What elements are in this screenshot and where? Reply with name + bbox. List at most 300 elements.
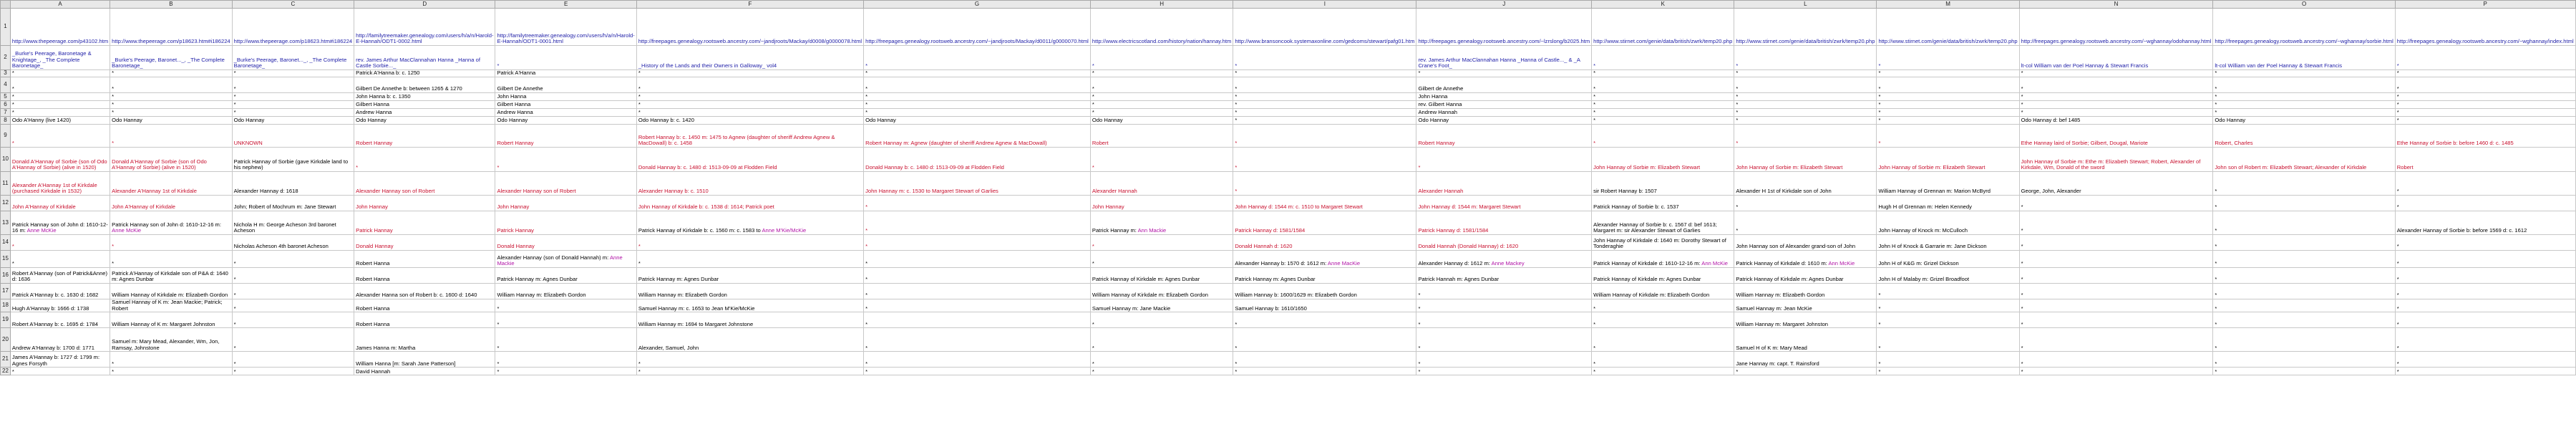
cell-o20[interactable] bbox=[2213, 328, 2395, 352]
cell-j9[interactable] bbox=[1416, 125, 1592, 148]
cell-o19[interactable] bbox=[2213, 312, 2395, 328]
cell-a7[interactable] bbox=[10, 109, 110, 117]
cell-n8[interactable] bbox=[2019, 117, 2213, 125]
cell-k4[interactable] bbox=[1592, 77, 1734, 93]
cell-a8[interactable] bbox=[10, 117, 110, 125]
cell-o22[interactable] bbox=[2213, 368, 2395, 375]
cell-a6[interactable] bbox=[10, 101, 110, 109]
cell-h17[interactable] bbox=[1090, 284, 1233, 299]
cell-b6[interactable] bbox=[110, 101, 233, 109]
cell-a20[interactable] bbox=[10, 328, 110, 352]
cell-l8[interactable] bbox=[1734, 117, 1877, 125]
cell-d1[interactable] bbox=[354, 9, 495, 46]
row-header[interactable]: 21 bbox=[1, 352, 11, 368]
column-header-m[interactable]: M bbox=[1877, 1, 2019, 9]
cell-o16[interactable] bbox=[2213, 268, 2395, 284]
cell-p5[interactable] bbox=[2395, 93, 2575, 101]
cell-l4[interactable] bbox=[1734, 77, 1877, 93]
cell-b2[interactable] bbox=[110, 46, 233, 70]
cell-a14[interactable] bbox=[10, 235, 110, 251]
cell-i9[interactable] bbox=[1233, 125, 1416, 148]
row-header[interactable]: 15 bbox=[1, 251, 11, 268]
cell-n10[interactable] bbox=[2019, 148, 2213, 172]
cell-c2[interactable] bbox=[232, 46, 354, 70]
cell-e14[interactable] bbox=[495, 235, 636, 251]
cell-f5[interactable] bbox=[636, 93, 863, 101]
cell-n17[interactable] bbox=[2019, 284, 2213, 299]
cell-h12[interactable] bbox=[1090, 196, 1233, 211]
cell-d15[interactable] bbox=[354, 251, 495, 268]
row-header[interactable]: 10 bbox=[1, 148, 11, 172]
cell-g6[interactable] bbox=[864, 101, 1091, 109]
cell-d14[interactable] bbox=[354, 235, 495, 251]
cell-i10[interactable] bbox=[1233, 148, 1416, 172]
column-header-p[interactable]: P bbox=[2395, 1, 2575, 9]
cell-l14[interactable] bbox=[1734, 235, 1877, 251]
cell-c10[interactable] bbox=[232, 148, 354, 172]
cell-h4[interactable] bbox=[1090, 77, 1233, 93]
cell-c17[interactable] bbox=[232, 284, 354, 299]
cell-n22[interactable] bbox=[2019, 368, 2213, 375]
cell-p11[interactable] bbox=[2395, 172, 2575, 196]
row-header[interactable]: 2 bbox=[1, 46, 11, 70]
cell-g13[interactable] bbox=[864, 211, 1091, 235]
cell-b21[interactable] bbox=[110, 352, 233, 368]
row-header[interactable]: 12 bbox=[1, 196, 11, 211]
cell-i2[interactable] bbox=[1233, 46, 1416, 70]
cell-h14[interactable] bbox=[1090, 235, 1233, 251]
cell-l2[interactable] bbox=[1734, 46, 1877, 70]
cell-b14[interactable] bbox=[110, 235, 233, 251]
cell-p10[interactable] bbox=[2395, 148, 2575, 172]
cell-m1[interactable] bbox=[1877, 9, 2019, 46]
cell-o17[interactable] bbox=[2213, 284, 2395, 299]
cell-h19[interactable] bbox=[1090, 312, 1233, 328]
cell-k20[interactable] bbox=[1592, 328, 1734, 352]
cell-j11[interactable] bbox=[1416, 172, 1592, 196]
cell-m3[interactable] bbox=[1877, 70, 2019, 77]
cell-j16[interactable] bbox=[1416, 268, 1592, 284]
cell-i15[interactable] bbox=[1233, 251, 1416, 268]
cell-h5[interactable] bbox=[1090, 93, 1233, 101]
cell-d22[interactable] bbox=[354, 368, 495, 375]
cell-f18[interactable] bbox=[636, 299, 863, 312]
cell-o2[interactable] bbox=[2213, 46, 2395, 70]
cell-c13[interactable] bbox=[232, 211, 354, 235]
cell-k19[interactable] bbox=[1592, 312, 1734, 328]
cell-m9[interactable] bbox=[1877, 125, 2019, 148]
cell-h16[interactable] bbox=[1090, 268, 1233, 284]
cell-l7[interactable] bbox=[1734, 109, 1877, 117]
cell-m7[interactable] bbox=[1877, 109, 2019, 117]
cell-g2[interactable] bbox=[864, 46, 1091, 70]
select-all-corner[interactable] bbox=[1, 1, 11, 9]
cell-b8[interactable] bbox=[110, 117, 233, 125]
cell-i20[interactable] bbox=[1233, 328, 1416, 352]
cell-h1[interactable] bbox=[1090, 9, 1233, 46]
cell-g18[interactable] bbox=[864, 299, 1091, 312]
cell-p18[interactable] bbox=[2395, 299, 2575, 312]
cell-a2[interactable] bbox=[10, 46, 110, 70]
cell-l15[interactable] bbox=[1734, 251, 1877, 268]
cell-p4[interactable] bbox=[2395, 77, 2575, 93]
cell-d21[interactable] bbox=[354, 352, 495, 368]
cell-i13[interactable] bbox=[1233, 211, 1416, 235]
cell-p14[interactable] bbox=[2395, 235, 2575, 251]
cell-p8[interactable] bbox=[2395, 117, 2575, 125]
cell-l16[interactable] bbox=[1734, 268, 1877, 284]
cell-a10[interactable] bbox=[10, 148, 110, 172]
cell-m22[interactable] bbox=[1877, 368, 2019, 375]
cell-m21[interactable] bbox=[1877, 352, 2019, 368]
cell-n19[interactable] bbox=[2019, 312, 2213, 328]
cell-d6[interactable] bbox=[354, 101, 495, 109]
cell-n7[interactable] bbox=[2019, 109, 2213, 117]
cell-j6[interactable] bbox=[1416, 101, 1592, 109]
cell-k17[interactable] bbox=[1592, 284, 1734, 299]
row-header[interactable]: 13 bbox=[1, 211, 11, 235]
cell-l17[interactable] bbox=[1734, 284, 1877, 299]
cell-a22[interactable] bbox=[10, 368, 110, 375]
cell-a9[interactable] bbox=[10, 125, 110, 148]
cell-d18[interactable] bbox=[354, 299, 495, 312]
cell-h18[interactable] bbox=[1090, 299, 1233, 312]
cell-f17[interactable] bbox=[636, 284, 863, 299]
cell-n21[interactable] bbox=[2019, 352, 2213, 368]
cell-a12[interactable] bbox=[10, 196, 110, 211]
cell-l20[interactable] bbox=[1734, 328, 1877, 352]
cell-p16[interactable] bbox=[2395, 268, 2575, 284]
cell-i18[interactable] bbox=[1233, 299, 1416, 312]
row-header[interactable]: 20 bbox=[1, 328, 11, 352]
cell-i8[interactable] bbox=[1233, 117, 1416, 125]
cell-o11[interactable] bbox=[2213, 172, 2395, 196]
cell-j10[interactable] bbox=[1416, 148, 1592, 172]
cell-g12[interactable] bbox=[864, 196, 1091, 211]
cell-e8[interactable] bbox=[495, 117, 636, 125]
cell-o8[interactable] bbox=[2213, 117, 2395, 125]
cell-i1[interactable] bbox=[1233, 9, 1416, 46]
cell-b10[interactable] bbox=[110, 148, 233, 172]
cell-k15[interactable] bbox=[1592, 251, 1734, 268]
cell-j3[interactable] bbox=[1416, 70, 1592, 77]
cell-h11[interactable] bbox=[1090, 172, 1233, 196]
cell-d19[interactable] bbox=[354, 312, 495, 328]
cell-p20[interactable] bbox=[2395, 328, 2575, 352]
cell-b18[interactable] bbox=[110, 299, 233, 312]
cell-g11[interactable] bbox=[864, 172, 1091, 196]
cell-o21[interactable] bbox=[2213, 352, 2395, 368]
cell-n13[interactable] bbox=[2019, 211, 2213, 235]
cell-f8[interactable] bbox=[636, 117, 863, 125]
cell-j20[interactable] bbox=[1416, 328, 1592, 352]
cell-i4[interactable] bbox=[1233, 77, 1416, 93]
cell-a15[interactable] bbox=[10, 251, 110, 268]
cell-c21[interactable] bbox=[232, 352, 354, 368]
cell-n9[interactable] bbox=[2019, 125, 2213, 148]
row-header[interactable]: 14 bbox=[1, 235, 11, 251]
cell-k1[interactable] bbox=[1592, 9, 1734, 46]
cell-f16[interactable] bbox=[636, 268, 863, 284]
cell-o7[interactable] bbox=[2213, 109, 2395, 117]
cell-f13[interactable] bbox=[636, 211, 863, 235]
cell-e22[interactable] bbox=[495, 368, 636, 375]
cell-g1[interactable] bbox=[864, 9, 1091, 46]
cell-o6[interactable] bbox=[2213, 101, 2395, 109]
cell-b12[interactable] bbox=[110, 196, 233, 211]
cell-b19[interactable] bbox=[110, 312, 233, 328]
cell-m10[interactable] bbox=[1877, 148, 2019, 172]
cell-e4[interactable] bbox=[495, 77, 636, 93]
column-header-e[interactable]: E bbox=[495, 1, 636, 9]
cell-k16[interactable] bbox=[1592, 268, 1734, 284]
cell-f20[interactable] bbox=[636, 328, 863, 352]
cell-h22[interactable] bbox=[1090, 368, 1233, 375]
cell-j21[interactable] bbox=[1416, 352, 1592, 368]
cell-l12[interactable] bbox=[1734, 196, 1877, 211]
cell-n2[interactable] bbox=[2019, 46, 2213, 70]
cell-b4[interactable] bbox=[110, 77, 233, 93]
cell-p15[interactable] bbox=[2395, 251, 2575, 268]
cell-m4[interactable] bbox=[1877, 77, 2019, 93]
cell-l1[interactable] bbox=[1734, 9, 1877, 46]
cell-d12[interactable] bbox=[354, 196, 495, 211]
cell-h20[interactable] bbox=[1090, 328, 1233, 352]
column-header-k[interactable]: K bbox=[1592, 1, 1734, 9]
cell-d10[interactable] bbox=[354, 148, 495, 172]
column-header-g[interactable]: G bbox=[864, 1, 1091, 9]
cell-n6[interactable] bbox=[2019, 101, 2213, 109]
cell-i21[interactable] bbox=[1233, 352, 1416, 368]
cell-c1[interactable] bbox=[232, 9, 354, 46]
cell-n5[interactable] bbox=[2019, 93, 2213, 101]
cell-b9[interactable] bbox=[110, 125, 233, 148]
cell-o15[interactable] bbox=[2213, 251, 2395, 268]
cell-g3[interactable] bbox=[864, 70, 1091, 77]
cell-a13[interactable] bbox=[10, 211, 110, 235]
cell-k13[interactable] bbox=[1592, 211, 1734, 235]
cell-b17[interactable] bbox=[110, 284, 233, 299]
cell-i11[interactable] bbox=[1233, 172, 1416, 196]
cell-k22[interactable] bbox=[1592, 368, 1734, 375]
cell-p13[interactable] bbox=[2395, 211, 2575, 235]
cell-n14[interactable] bbox=[2019, 235, 2213, 251]
cell-o13[interactable] bbox=[2213, 211, 2395, 235]
row-header[interactable]: 18 bbox=[1, 299, 11, 312]
cell-e19[interactable] bbox=[495, 312, 636, 328]
cell-i14[interactable] bbox=[1233, 235, 1416, 251]
cell-o10[interactable] bbox=[2213, 148, 2395, 172]
cell-g14[interactable] bbox=[864, 235, 1091, 251]
column-header-c[interactable]: C bbox=[232, 1, 354, 9]
cell-f4[interactable] bbox=[636, 77, 863, 93]
cell-e7[interactable] bbox=[495, 109, 636, 117]
cell-j17[interactable] bbox=[1416, 284, 1592, 299]
cell-k10[interactable] bbox=[1592, 148, 1734, 172]
cell-j12[interactable] bbox=[1416, 196, 1592, 211]
cell-b5[interactable] bbox=[110, 93, 233, 101]
cell-d7[interactable] bbox=[354, 109, 495, 117]
cell-c14[interactable] bbox=[232, 235, 354, 251]
cell-k2[interactable] bbox=[1592, 46, 1734, 70]
cell-g21[interactable] bbox=[864, 352, 1091, 368]
cell-k11[interactable] bbox=[1592, 172, 1734, 196]
cell-c16[interactable] bbox=[232, 268, 354, 284]
row-header[interactable]: 22 bbox=[1, 368, 11, 375]
cell-f7[interactable] bbox=[636, 109, 863, 117]
cell-a17[interactable] bbox=[10, 284, 110, 299]
cell-j19[interactable] bbox=[1416, 312, 1592, 328]
cell-m18[interactable] bbox=[1877, 299, 2019, 312]
cell-b3[interactable] bbox=[110, 70, 233, 77]
cell-e2[interactable] bbox=[495, 46, 636, 70]
cell-b16[interactable] bbox=[110, 268, 233, 284]
cell-o18[interactable] bbox=[2213, 299, 2395, 312]
cell-f9[interactable] bbox=[636, 125, 863, 148]
cell-g16[interactable] bbox=[864, 268, 1091, 284]
cell-f2[interactable] bbox=[636, 46, 863, 70]
cell-h7[interactable] bbox=[1090, 109, 1233, 117]
cell-l11[interactable] bbox=[1734, 172, 1877, 196]
cell-i19[interactable] bbox=[1233, 312, 1416, 328]
cell-i16[interactable] bbox=[1233, 268, 1416, 284]
cell-m8[interactable] bbox=[1877, 117, 2019, 125]
cell-o9[interactable] bbox=[2213, 125, 2395, 148]
row-header[interactable]: 17 bbox=[1, 284, 11, 299]
cell-g15[interactable] bbox=[864, 251, 1091, 268]
column-header-l[interactable]: L bbox=[1734, 1, 1877, 9]
row-header[interactable]: 16 bbox=[1, 268, 11, 284]
cell-d9[interactable] bbox=[354, 125, 495, 148]
cell-b13[interactable] bbox=[110, 211, 233, 235]
cell-d16[interactable] bbox=[354, 268, 495, 284]
cell-n18[interactable] bbox=[2019, 299, 2213, 312]
cell-c3[interactable] bbox=[232, 70, 354, 77]
cell-n4[interactable] bbox=[2019, 77, 2213, 93]
cell-g22[interactable] bbox=[864, 368, 1091, 375]
cell-e20[interactable] bbox=[495, 328, 636, 352]
cell-h2[interactable] bbox=[1090, 46, 1233, 70]
row-header[interactable]: 7 bbox=[1, 109, 11, 117]
cell-e12[interactable] bbox=[495, 196, 636, 211]
cell-g5[interactable] bbox=[864, 93, 1091, 101]
cell-f1[interactable] bbox=[636, 9, 863, 46]
cell-p9[interactable] bbox=[2395, 125, 2575, 148]
column-header-b[interactable]: B bbox=[110, 1, 233, 9]
cell-m14[interactable] bbox=[1877, 235, 2019, 251]
cell-e13[interactable] bbox=[495, 211, 636, 235]
cell-i6[interactable] bbox=[1233, 101, 1416, 109]
cell-j13[interactable] bbox=[1416, 211, 1592, 235]
cell-n16[interactable] bbox=[2019, 268, 2213, 284]
cell-p12[interactable] bbox=[2395, 196, 2575, 211]
cell-g4[interactable] bbox=[864, 77, 1091, 93]
cell-l13[interactable] bbox=[1734, 211, 1877, 235]
cell-g10[interactable] bbox=[864, 148, 1091, 172]
cell-p17[interactable] bbox=[2395, 284, 2575, 299]
cell-a11[interactable] bbox=[10, 172, 110, 196]
cell-a19[interactable] bbox=[10, 312, 110, 328]
cell-i17[interactable] bbox=[1233, 284, 1416, 299]
cell-e6[interactable] bbox=[495, 101, 636, 109]
cell-p1[interactable] bbox=[2395, 9, 2575, 46]
cell-p22[interactable] bbox=[2395, 368, 2575, 375]
cell-b22[interactable] bbox=[110, 368, 233, 375]
cell-j1[interactable] bbox=[1416, 9, 1592, 46]
cell-k12[interactable] bbox=[1592, 196, 1734, 211]
cell-d11[interactable] bbox=[354, 172, 495, 196]
cell-f12[interactable] bbox=[636, 196, 863, 211]
cell-c18[interactable] bbox=[232, 299, 354, 312]
cell-m6[interactable] bbox=[1877, 101, 2019, 109]
cell-k14[interactable] bbox=[1592, 235, 1734, 251]
cell-h10[interactable] bbox=[1090, 148, 1233, 172]
cell-p6[interactable] bbox=[2395, 101, 2575, 109]
column-header-i[interactable]: I bbox=[1233, 1, 1416, 9]
cell-g8[interactable] bbox=[864, 117, 1091, 125]
cell-f10[interactable] bbox=[636, 148, 863, 172]
cell-l22[interactable] bbox=[1734, 368, 1877, 375]
cell-d3[interactable] bbox=[354, 70, 495, 77]
cell-h21[interactable] bbox=[1090, 352, 1233, 368]
cell-e5[interactable] bbox=[495, 93, 636, 101]
column-header-h[interactable]: H bbox=[1090, 1, 1233, 9]
row-header[interactable]: 19 bbox=[1, 312, 11, 328]
row-header[interactable]: 6 bbox=[1, 101, 11, 109]
cell-m15[interactable] bbox=[1877, 251, 2019, 268]
cell-b11[interactable] bbox=[110, 172, 233, 196]
cell-d4[interactable] bbox=[354, 77, 495, 93]
cell-e9[interactable] bbox=[495, 125, 636, 148]
cell-j15[interactable] bbox=[1416, 251, 1592, 268]
cell-e17[interactable] bbox=[495, 284, 636, 299]
cell-k7[interactable] bbox=[1592, 109, 1734, 117]
cell-g7[interactable] bbox=[864, 109, 1091, 117]
cell-p3[interactable] bbox=[2395, 70, 2575, 77]
cell-a16[interactable] bbox=[10, 268, 110, 284]
cell-m2[interactable] bbox=[1877, 46, 2019, 70]
column-header-a[interactable]: A bbox=[10, 1, 110, 9]
cell-p7[interactable] bbox=[2395, 109, 2575, 117]
cell-c20[interactable] bbox=[232, 328, 354, 352]
column-header-j[interactable]: J bbox=[1416, 1, 1592, 9]
cell-o3[interactable] bbox=[2213, 70, 2395, 77]
cell-b1[interactable] bbox=[110, 9, 233, 46]
cell-j2[interactable] bbox=[1416, 46, 1592, 70]
row-header[interactable]: 5 bbox=[1, 93, 11, 101]
cell-m16[interactable] bbox=[1877, 268, 2019, 284]
cell-e15[interactable] bbox=[495, 251, 636, 268]
row-header[interactable]: 8 bbox=[1, 117, 11, 125]
cell-o12[interactable] bbox=[2213, 196, 2395, 211]
cell-l9[interactable] bbox=[1734, 125, 1877, 148]
cell-a21[interactable] bbox=[10, 352, 110, 368]
cell-n1[interactable] bbox=[2019, 9, 2213, 46]
cell-p21[interactable] bbox=[2395, 352, 2575, 368]
cell-c6[interactable] bbox=[232, 101, 354, 109]
cell-o1[interactable] bbox=[2213, 9, 2395, 46]
cell-e21[interactable] bbox=[495, 352, 636, 368]
cell-j8[interactable] bbox=[1416, 117, 1592, 125]
cell-m19[interactable] bbox=[1877, 312, 2019, 328]
cell-b7[interactable] bbox=[110, 109, 233, 117]
cell-c7[interactable] bbox=[232, 109, 354, 117]
cell-d2[interactable] bbox=[354, 46, 495, 70]
cell-l3[interactable] bbox=[1734, 70, 1877, 77]
cell-e16[interactable] bbox=[495, 268, 636, 284]
cell-e10[interactable] bbox=[495, 148, 636, 172]
row-header[interactable]: 11 bbox=[1, 172, 11, 196]
